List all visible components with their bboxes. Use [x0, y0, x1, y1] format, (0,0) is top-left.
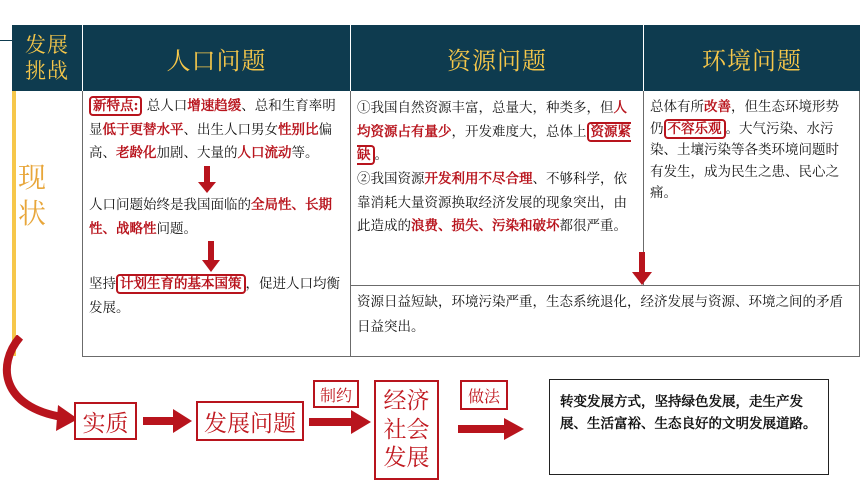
summary-text: 资源日益短缺，环境污染严重，生态系统退化，经济发展与资源、环境之间的矛盾日益突出。 — [357, 294, 843, 335]
highlight: 性别比 — [278, 121, 319, 138]
resources-paragraph-2 — [357, 168, 637, 239]
highlight: 增速趋缓 — [187, 98, 242, 114]
text: 、不够科学，依靠消耗大量资源换取经济发展的现象突出，由此造成的 — [357, 170, 627, 235]
highlight: 老龄化 — [116, 145, 157, 162]
result-box: 转变发展方式，坚持绿色发展，走生产发展、生活富裕、生态良好的文明发展道路。 — [549, 379, 829, 475]
essence-box: 实质 — [74, 402, 137, 440]
summary-cell — [352, 286, 858, 354]
highlight: 全局性、长期性、战略性 — [89, 196, 332, 237]
text: ①我国自然资源丰富，总量大，种类多，但 — [357, 100, 614, 116]
policy-highlight: 计划生育的基本国策 — [116, 274, 246, 294]
text: 坚持 — [89, 276, 116, 293]
resources-cell — [352, 93, 642, 283]
down-arrow-icon — [89, 241, 344, 273]
highlight: 人口流动 — [237, 145, 292, 162]
text: 。大气污染、水污染、土壤污染等各类环境问题时有发生，成为民生之患、民心之痛。 — [650, 120, 839, 202]
text: ②我国资源 — [357, 170, 425, 187]
highlight: 改善 — [704, 99, 731, 115]
down-arrow-icon — [631, 252, 653, 286]
text: ，开发难度大，总体上 — [451, 123, 587, 140]
text: 等。 — [291, 145, 319, 162]
grid-line — [82, 91, 83, 356]
population-cell — [84, 91, 349, 356]
restrict-label: 制约 — [313, 380, 359, 408]
highlight: 开发利用不尽合理 — [424, 170, 533, 187]
new-features-tag: 新特点: — [89, 96, 142, 116]
grid-line — [82, 356, 860, 357]
text: 。 — [374, 147, 388, 164]
population-paragraph-2 — [89, 194, 344, 241]
header-left-rule — [0, 40, 12, 41]
text: 偏高、 — [89, 121, 332, 162]
population-paragraph-1 — [89, 95, 344, 166]
environment-cell — [645, 93, 857, 283]
row-label: 现 状 — [18, 161, 47, 231]
development-problem-box: 发展问题 — [196, 401, 304, 441]
text: 总人口 — [146, 98, 188, 114]
header-population: 人口问题 — [83, 25, 350, 91]
down-arrow-icon — [89, 166, 344, 194]
text: ，促进人口均衡发展。 — [89, 276, 340, 316]
right-arrow-icon — [143, 408, 193, 434]
text: 、总和生育率明显 — [89, 98, 336, 138]
header-environment: 环境问题 — [644, 25, 860, 91]
right-arrow-icon — [309, 409, 373, 435]
highlight: 浪费、损失、污染和破坏 — [411, 218, 560, 235]
highlight: 人均资源占有量少 — [357, 100, 627, 140]
text: 人口问题始终是我国面临的 — [89, 196, 251, 213]
text: 问题。 — [156, 220, 197, 237]
row-accent-bar — [12, 91, 16, 356]
text: ，但生态环境形势仍 — [650, 99, 839, 137]
grid-line — [350, 91, 351, 356]
curved-arrow-icon — [0, 335, 80, 445]
resources-paragraph-1 — [357, 97, 637, 168]
header-corner: 发展 挑战 — [12, 25, 82, 91]
text: 都很严重。 — [559, 218, 627, 235]
economy-society-development-box: 经济 社会 发展 — [374, 380, 439, 480]
highlight: 低于更替水平 — [102, 121, 184, 138]
not-optimistic-highlight: 不容乐观 — [664, 119, 726, 139]
resource-shortage-highlight: 资源紧缺 — [357, 123, 631, 164]
header-resources: 资源问题 — [351, 25, 643, 91]
text: 总体有所 — [650, 99, 704, 115]
text: 加剧、大量的 — [156, 145, 238, 162]
population-paragraph-3 — [89, 273, 344, 320]
right-arrow-icon — [458, 418, 526, 440]
text: 、出生人口男女 — [183, 121, 278, 138]
method-label: 做法 — [460, 380, 508, 410]
